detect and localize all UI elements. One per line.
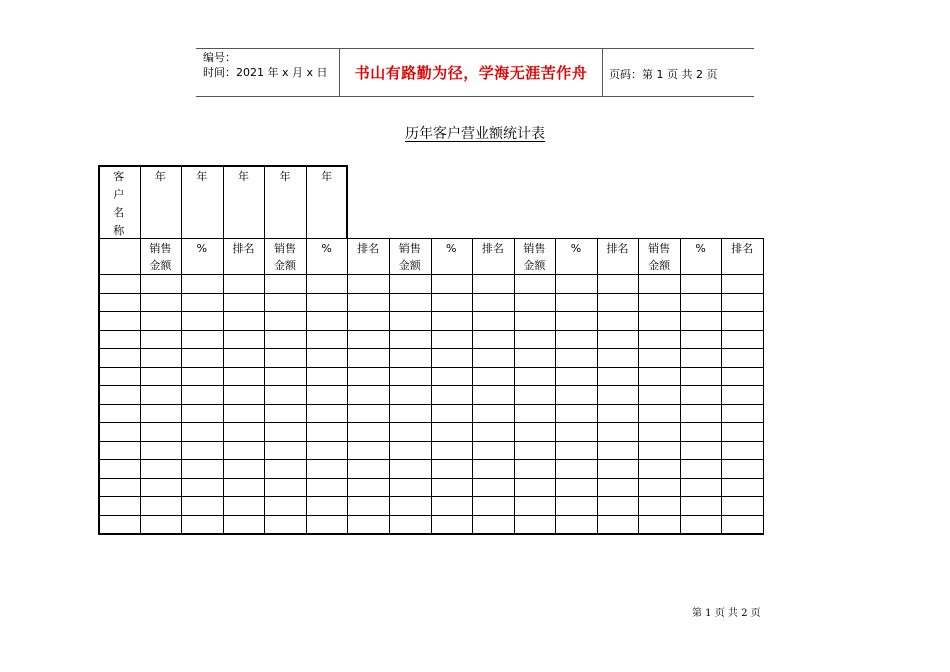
table-row-line [98,348,764,349]
table-row-line [98,385,764,386]
sub-header: 销售 金额 [648,242,671,272]
table-row-line [98,515,764,516]
table-row-line [98,367,764,368]
header-meta [203,50,328,80]
page-title-text: 历年客户营业额统计表 [405,126,545,142]
header-page-info: 页码：第 1 页 共 2 页 [609,68,718,81]
table-bottom-border [98,533,764,535]
sub-header: 销售 金额 [523,242,546,272]
table-row-line [98,496,764,497]
header-bottom-rule [196,96,754,97]
sub-header: 排名 [606,242,629,255]
subheader-bottom-line [98,274,764,275]
time-label: 时间：2021 年 x 月 x 日 [203,66,328,79]
page-footer: 第 1 页 共 2 页 [692,608,761,619]
year-header: 年 [279,170,291,183]
table-row-line [98,422,764,423]
year-header: 年 [321,170,333,183]
sub-header: 排名 [481,242,504,255]
table-right-border [763,238,764,534]
sub-header: % [196,242,208,255]
header-divider-right [602,48,603,97]
table-row-line [98,404,764,405]
sub-header: 排名 [731,242,754,255]
sub-header: % [446,242,457,255]
sub-header: % [321,242,332,255]
number-label: 编号： [203,51,236,64]
sub-header: 销售 金额 [274,242,297,272]
customer-name-header: 户 [113,188,125,201]
page-title [0,123,950,143]
sub-header: 销售 金额 [149,242,172,272]
table-row-line [98,293,764,294]
header-motto: 书山有路勤为径，学海无涯苦作舟 [354,63,588,82]
table-row-line [98,459,764,460]
table-row-line [98,311,764,312]
customer-name-header: 客 [113,170,125,183]
year-header: 年 [196,170,208,183]
sub-header: % [695,242,706,255]
table-row-line [98,478,764,479]
table-left-border [98,238,100,534]
table-row-line [98,441,764,442]
sub-header: 排名 [357,242,380,255]
sub-header: 排名 [232,242,255,255]
sub-header: 销售 金额 [398,242,421,272]
customer-name-header: 称 [113,224,125,237]
year-header: 年 [154,170,166,183]
table-row-line [98,330,764,331]
sub-header: % [570,242,582,255]
year-header: 年 [237,170,249,183]
customer-name-header: 名 [113,206,125,219]
